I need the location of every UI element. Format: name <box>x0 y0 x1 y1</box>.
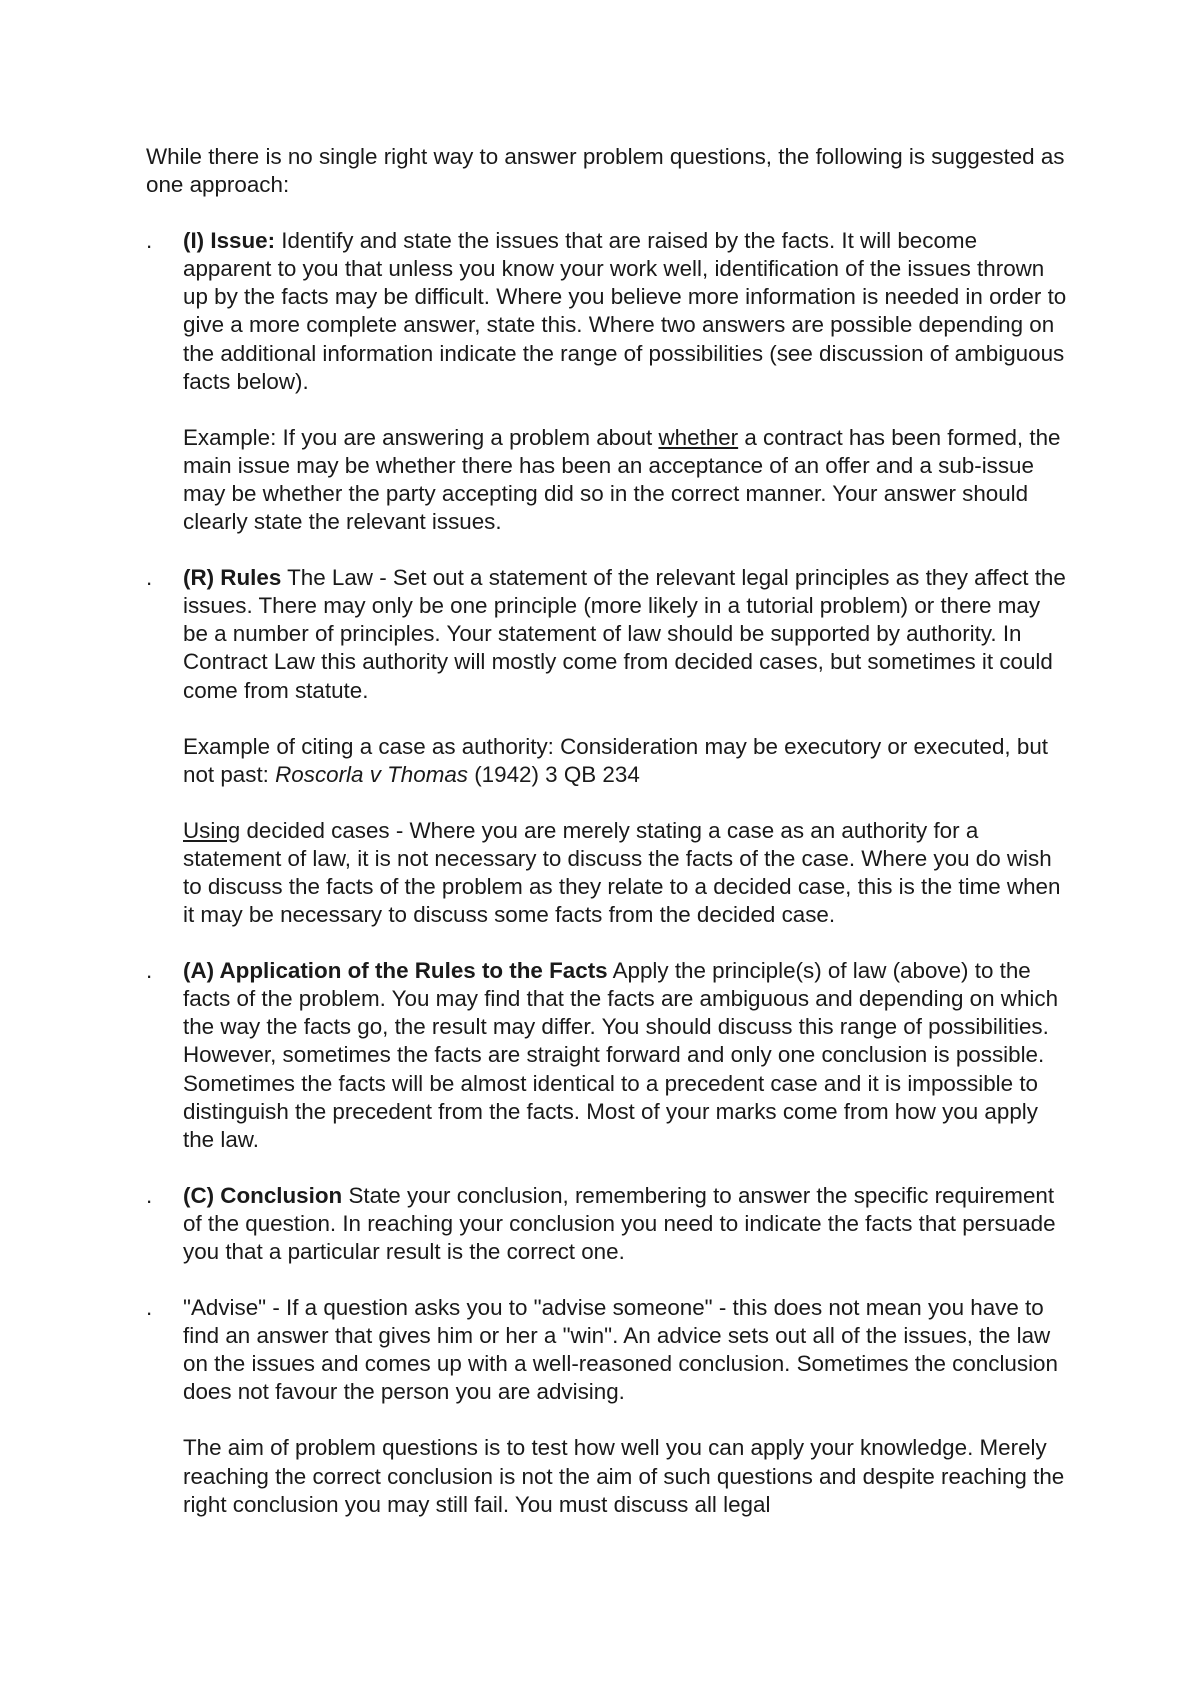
bullet-marker: . <box>146 958 153 984</box>
bullet-marker: . <box>146 228 153 254</box>
case-citation: (1942) 3 QB 234 <box>468 761 640 787</box>
rules-using-paragraph <box>183 817 1071 929</box>
list-item-application <box>146 957 1071 1154</box>
document-page <box>146 143 1071 1547</box>
case-name: Roscorla v Thomas <box>275 761 468 787</box>
application-body: Apply the principle(s) of law (above) to the facts of the problem. You may find that the facts are ambiguous and depending on which the way the facts go, the result may differ. You should discuss this range of possibilities. However, sometimes the facts are straight forward and only one conclusion is possible. Sometimes the facts will be almost identical to a precedent case and it is impossible to distinguish the precedent from the facts. Most of your marks come from how you apply the law. <box>183 958 1059 1152</box>
issue-example-post: a contract has been formed, the main issue may be whether there has been an acceptance of an offer and a sub-issue may be whether the party accepting did so in the correct manner. Your answer should clearly state the relevant issues. <box>183 424 1061 535</box>
application-heading: (A) Application of the Rules to the Facts <box>183 958 608 984</box>
rules-body: The Law - Set out a statement of the relevant legal principles as they affect the issues. There may only be one principle (more likely in a tutorial problem) or there may be a number of principles. Your statement of law should be supported by authority. In Contract Law this authority will mostly come from decided cases, but sometimes it could come from statute. <box>183 565 1066 703</box>
rules-heading: (R) Rules <box>183 565 282 591</box>
conclusion-heading: (C) Conclusion <box>183 1182 343 1208</box>
rules-example-paragraph <box>183 733 1071 789</box>
intro-paragraph: While there is no single right way to answer problem questions, the following is suggested as one approach: <box>146 144 1065 198</box>
bullet-marker: . <box>146 565 153 591</box>
issue-example-underlined: whether <box>658 424 739 450</box>
issue-example-paragraph <box>183 424 1071 536</box>
bullet-marker: . <box>146 1182 153 1208</box>
application-paragraph <box>183 957 1071 1154</box>
list-item-issue <box>146 227 1071 536</box>
rules-example-pre: Example of citing a case as authority: Consideration may be executory or executed, but not past: <box>183 733 1048 787</box>
issue-paragraph <box>183 227 1071 396</box>
issue-heading: (I) Issue: <box>183 228 276 254</box>
advise-paragraph: "Advise" - If a question asks you to "advise someone" - this does not mean you have to find an answer that gives him or her a "win". An advice sets out all of the issues, the law on the issues and comes up with a well-reasoned conclusion. Sometimes the conclusion does not favour the person you are advising. <box>183 1295 1058 1405</box>
list-item-advise <box>146 1294 1071 1519</box>
rules-using-underlined: Using <box>183 817 241 843</box>
rules-using-post: decided cases - Where you are merely stating a case as an authority for a statement of law, it is not necessary to discuss the facts of the case. Where you do wish to discuss the facts of the problem as they relate to a decided case, this is the time when it may be necessary to discuss some facts from the decided case. <box>183 817 1061 928</box>
rules-paragraph <box>183 564 1071 704</box>
bullet-marker: . <box>146 1295 153 1321</box>
issue-body: Identify and state the issues that are raised by the facts. It will become apparent to you that unless you know your work well, identification of the issues thrown up by the facts may be difficult. Where you believe more information is needed in order to give a more complete answer, state this. Where two answers are possible depending on the additional information indicate the range of possibilities (see discussion of ambiguous facts below). <box>183 228 1067 394</box>
list-item-rules <box>146 564 1071 929</box>
aim-paragraph: The aim of problem questions is to test how well you can apply your knowledge. Merely reaching the correct conclusion is not the aim of such questions and despite reaching the right conclusion you may still fail. You must discuss all legal <box>183 1435 1065 1517</box>
conclusion-paragraph <box>183 1182 1071 1266</box>
list-item-conclusion <box>146 1182 1071 1266</box>
conclusion-body: State your conclusion, remembering to answer the specific requirement of the question. In reaching your conclusion you need to indicate the facts that persuade you that a particular result is the correct one. <box>183 1182 1056 1264</box>
issue-example-pre: Example: If you are answering a problem about <box>183 424 659 450</box>
